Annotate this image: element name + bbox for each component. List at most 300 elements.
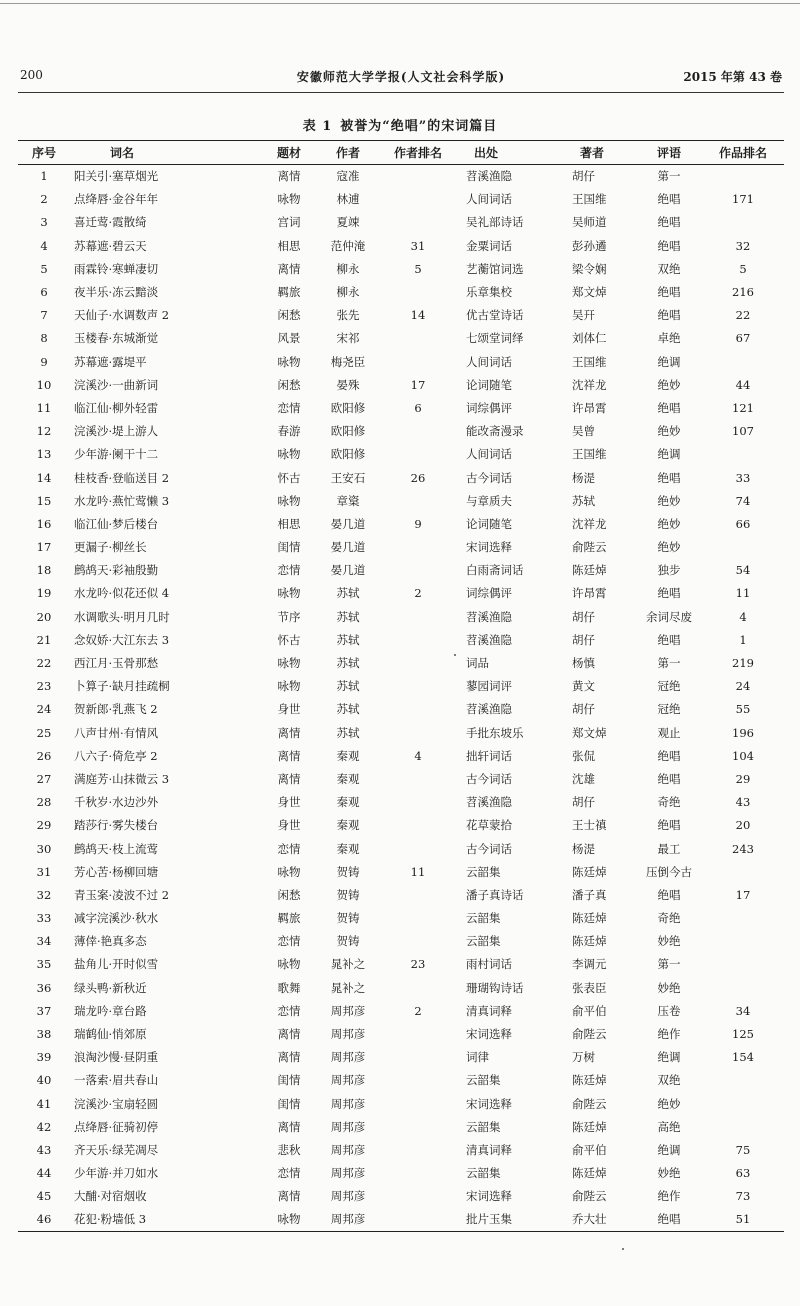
- cell-author: 周邦彦: [330, 1096, 366, 1111]
- table-row: [18, 280, 784, 303]
- cell-no: 29: [36, 818, 52, 833]
- cell-title: 鹧鸪天·彩袖殷勤: [74, 563, 159, 578]
- cell-comment: 绝唱: [657, 400, 681, 415]
- cell-comment: 绝唱: [657, 192, 681, 207]
- cell-writer: 胡仔: [572, 632, 595, 647]
- cell-work-rank: 75: [735, 1142, 751, 1157]
- cell-no: 16: [36, 516, 52, 531]
- table-row: [18, 883, 784, 906]
- cell-comment: 余词尽废: [646, 609, 692, 624]
- cell-no: 12: [36, 424, 52, 439]
- cell-author: 林逋: [336, 192, 360, 207]
- table-row: [18, 1208, 784, 1231]
- cell-comment: 绝调: [657, 1142, 681, 1157]
- table-row: [18, 350, 784, 373]
- col-header-source: 出处: [458, 141, 564, 165]
- cell-title: 瑞龙吟·章台路: [74, 1003, 147, 1018]
- cell-work-rank: [702, 907, 784, 930]
- cell-no: 19: [36, 586, 52, 601]
- cell-work-rank: 33: [735, 470, 751, 485]
- cell-title: 齐天乐·绿芜凋尽: [74, 1142, 159, 1157]
- cell-source: 人间词话: [466, 354, 512, 369]
- cell-writer: 陈廷焯: [572, 934, 607, 949]
- cell-work-rank: 22: [735, 308, 751, 323]
- cell-source: 宋词选释: [466, 1027, 512, 1042]
- cell-comment: 妙绝: [657, 1166, 681, 1181]
- cell-source: 词品: [466, 656, 489, 671]
- cell-source: 词律: [466, 1050, 489, 1065]
- cell-source: 拙轩词话: [466, 748, 512, 763]
- cell-author-rank: [378, 1138, 458, 1161]
- cell-comment: 绝唱: [657, 285, 681, 300]
- cell-work-rank: [702, 211, 784, 234]
- cell-title: 水调歌头·明月几时: [74, 609, 170, 624]
- cell-work-rank: 67: [735, 331, 751, 346]
- cell-author-rank: [378, 976, 458, 999]
- cell-author: 欧阳修: [330, 400, 366, 415]
- cell-comment: 绝唱: [657, 632, 681, 647]
- cell-work-rank: 4: [739, 609, 747, 624]
- cell-theme: 风景: [277, 331, 301, 346]
- cell-writer: 陈廷焯: [572, 1073, 607, 1088]
- cell-comment: 绝妙: [657, 377, 681, 392]
- cell-author-rank: [378, 791, 458, 814]
- cell-work-rank: 125: [732, 1027, 754, 1042]
- cell-no: 13: [36, 447, 52, 462]
- cell-title: 少年游·阑干十二: [74, 447, 159, 462]
- cell-source: 批片玉集: [458, 1208, 564, 1231]
- cell-no: 30: [36, 841, 52, 856]
- cell-no: 37: [36, 1003, 52, 1018]
- cell-work-rank: [702, 165, 784, 188]
- cell-author: 晏殊: [336, 377, 360, 392]
- cell-comment: 独步: [657, 563, 681, 578]
- cell-no: 17: [36, 540, 52, 555]
- table-row: [18, 559, 784, 582]
- cell-work-rank: 171: [732, 192, 754, 207]
- col-header-author: 作者: [318, 141, 378, 165]
- cell-work-rank: [702, 860, 784, 883]
- cell-title: 瑞鹤仙·悄郊原: [74, 1027, 147, 1042]
- cell-author-rank: [378, 605, 458, 628]
- cell-work-rank: 29: [735, 771, 751, 786]
- cell-title: 念奴娇·大江东去 3: [74, 632, 170, 647]
- cell-title: 薄倖·艳真多态: [74, 934, 147, 949]
- cell-author-rank: [378, 814, 458, 837]
- cell-work-rank: 34: [735, 1003, 751, 1018]
- table-row: [18, 907, 784, 930]
- cell-title: 少年游·并刀如水: [74, 1166, 159, 1181]
- table-row: [18, 420, 784, 443]
- cell-work-rank: 104: [732, 748, 754, 763]
- table-row: [18, 953, 784, 976]
- cell-theme: 咏物: [260, 1208, 318, 1231]
- cell-no: 10: [36, 377, 52, 392]
- cell-title: 卜算子·缺月挂疏桐: [74, 679, 170, 694]
- cell-writer: 俞陛云: [572, 1096, 607, 1111]
- cell-author-rank: [378, 211, 458, 234]
- cell-author-rank: [378, 675, 458, 698]
- cell-writer: 王国维: [572, 447, 607, 462]
- cell-author-rank: [378, 327, 458, 350]
- cell-author-rank: 2: [414, 586, 422, 601]
- cell-work-rank: [702, 1069, 784, 1092]
- cell-writer: 黄文: [572, 679, 595, 694]
- cell-comment: 奇绝: [657, 795, 681, 810]
- cell-work-rank: 121: [732, 400, 754, 415]
- cell-source: 古今词话: [466, 771, 512, 786]
- cell-writer: 俞陛云: [572, 540, 607, 555]
- cell-author: 秦观: [336, 818, 360, 833]
- cell-writer: 乔大壮: [564, 1208, 636, 1231]
- cell-title: 青玉案·凌波不过 2: [74, 887, 170, 902]
- cell-comment: 绝妙: [657, 516, 681, 531]
- cell-author: 周邦彦: [330, 1003, 366, 1018]
- cell-theme: 咏物: [277, 493, 301, 508]
- cell-no: 28: [36, 795, 52, 810]
- cell-title: 花犯·粉墙低 3: [70, 1208, 260, 1231]
- cell-title: 满庭芳·山抹微云 3: [74, 771, 170, 786]
- cell-author-rank: [378, 1115, 458, 1138]
- cell-writer: 张表臣: [572, 980, 607, 995]
- cell-author-rank: 5: [414, 261, 422, 276]
- cell-source: 吴礼部诗话: [466, 215, 524, 230]
- cell-title: 一落索·眉共春山: [74, 1073, 159, 1088]
- cell-no: 45: [36, 1189, 52, 1204]
- cell-comment: 绝调: [657, 447, 681, 462]
- cell-author-rank: [378, 165, 458, 188]
- cell-author-rank: [378, 837, 458, 860]
- running-header: [20, 68, 782, 88]
- cell-author-rank: [378, 350, 458, 373]
- cell-author-rank: 11: [410, 864, 426, 879]
- cell-comment: 绝唱: [657, 586, 681, 601]
- cell-no: 38: [36, 1027, 52, 1042]
- cell-writer: 吴师道: [572, 215, 607, 230]
- cell-no: 6: [40, 285, 48, 300]
- cell-writer: 俞陛云: [572, 1027, 607, 1042]
- cell-title: 盐角儿·开时似雪: [74, 957, 159, 972]
- cell-no: 46: [18, 1208, 70, 1231]
- cell-source: 论词随笔: [466, 377, 512, 392]
- table-row: [18, 582, 784, 605]
- cell-work-rank: 154: [732, 1050, 754, 1065]
- cell-theme: 闲愁: [277, 377, 301, 392]
- cell-work-rank: [702, 976, 784, 999]
- cell-work-rank: 44: [735, 377, 751, 392]
- cell-comment: 第一: [657, 169, 681, 184]
- cell-writer: 吴幵: [572, 308, 595, 323]
- cell-comment: 绝唱: [657, 818, 681, 833]
- cell-source: 云韶集: [466, 1166, 501, 1181]
- table-row: [18, 489, 784, 512]
- cell-no: 20: [36, 609, 52, 624]
- table-row: [18, 466, 784, 489]
- cell-title: 八六子·倚危亭 2: [74, 748, 158, 763]
- table-row: [18, 188, 784, 211]
- table-row: [18, 443, 784, 466]
- cell-comment: 绝调: [657, 1050, 681, 1065]
- cell-no: 41: [36, 1096, 52, 1111]
- ci-table: [18, 140, 784, 1232]
- cell-author-rank: 6: [414, 400, 422, 415]
- cell-theme: 歌舞: [277, 980, 301, 995]
- cell-source: 苕溪渔隐: [466, 795, 512, 810]
- cell-theme: 咏物: [277, 354, 301, 369]
- cell-comment: 绝唱: [636, 1208, 702, 1231]
- cell-theme: 闲愁: [277, 308, 301, 323]
- cell-theme: 怀古: [277, 632, 301, 647]
- cell-source: 云韶集: [466, 911, 501, 926]
- cell-writer: 陈廷焯: [572, 864, 607, 879]
- cell-no: 8: [40, 331, 48, 346]
- cell-comment: 绝妙: [657, 493, 681, 508]
- page-top-rule: [0, 3, 800, 4]
- cell-writer: 杨湜: [572, 841, 595, 856]
- cell-title: 贺新郎·乳燕飞 2: [74, 702, 158, 717]
- cell-author-rank: [378, 1162, 458, 1185]
- cell-theme: 闺情: [277, 1096, 301, 1111]
- cell-source: 能改斋漫录: [466, 424, 524, 439]
- cell-no: 21: [36, 632, 52, 647]
- cell-no: 36: [36, 980, 52, 995]
- table-row: [18, 1022, 784, 1045]
- table-row: [18, 976, 784, 999]
- cell-writer: 王国维: [572, 354, 607, 369]
- table-label: 表 1: [302, 119, 333, 134]
- cell-author: 王安石: [330, 470, 366, 485]
- cell-author: 晏几道: [330, 516, 366, 531]
- cell-work-rank: 55: [735, 702, 751, 717]
- cell-writer: 彭孙遹: [572, 238, 607, 253]
- cell-theme: 羁旅: [277, 285, 301, 300]
- cell-author: 苏轼: [336, 656, 360, 671]
- table-row: [18, 257, 784, 280]
- table-row: [18, 767, 784, 790]
- cell-theme: 恋情: [277, 1166, 301, 1181]
- cell-author: 周邦彦: [330, 1027, 366, 1042]
- cell-theme: 悲秋: [277, 1142, 301, 1157]
- cell-writer: 沈祥龙: [572, 516, 607, 531]
- cell-title: 桂枝香·登临送目 2: [74, 470, 170, 485]
- cell-author: 晁补之: [330, 957, 366, 972]
- cell-author: 周邦彦: [330, 1073, 366, 1088]
- cell-writer: 陈廷焯: [572, 563, 607, 578]
- cell-author: 晏几道: [330, 563, 366, 578]
- cell-author-rank: [378, 559, 458, 582]
- cell-title: 浣溪沙·堤上游人: [74, 424, 159, 439]
- cell-no: 2: [40, 192, 48, 207]
- cell-comment: 奇绝: [657, 911, 681, 926]
- cell-title: 点绛唇·征骑初停: [74, 1119, 159, 1134]
- cell-theme: 咏物: [277, 679, 301, 694]
- cell-author-rank: 23: [410, 957, 426, 972]
- cell-author: 周邦彦: [318, 1208, 378, 1231]
- cell-work-rank: [702, 1092, 784, 1115]
- table-body: [18, 165, 784, 1232]
- cell-author: 苏轼: [336, 679, 360, 694]
- cell-author-rank: 14: [410, 308, 426, 323]
- cell-title: 水龙吟·似花还似 4: [74, 586, 170, 601]
- cell-source: 七颂堂词绎: [466, 331, 524, 346]
- cell-writer: 沈祥龙: [572, 377, 607, 392]
- cell-no: 24: [36, 702, 52, 717]
- cell-work-rank: 43: [735, 795, 751, 810]
- cell-work-rank: 17: [735, 887, 751, 902]
- col-header-theme: 题材: [260, 141, 318, 165]
- col-header-comment: 评语: [636, 141, 702, 165]
- cell-source: 云韶集: [466, 864, 501, 879]
- cell-writer: 胡仔: [572, 702, 595, 717]
- cell-author: 苏轼: [336, 702, 360, 717]
- cell-comment: 双绝: [657, 1073, 681, 1088]
- cell-comment: 妙绝: [657, 934, 681, 949]
- cell-theme: 离情: [277, 748, 301, 763]
- cell-title: 减字浣溪沙·秋水: [74, 911, 159, 926]
- cell-writer: 张侃: [572, 748, 595, 763]
- cell-author-rank: [378, 628, 458, 651]
- cell-author-rank: [378, 536, 458, 559]
- cell-source: 优古堂诗话: [466, 308, 524, 323]
- cell-work-rank: 219: [732, 656, 754, 671]
- cell-theme: 咏物: [277, 192, 301, 207]
- cell-work-rank: [702, 536, 784, 559]
- cell-title: 喜迁莺·霞散绮: [74, 215, 147, 230]
- cell-author: 苏轼: [336, 725, 360, 740]
- cell-no: 26: [36, 748, 52, 763]
- cell-source: 论词随笔: [466, 516, 512, 531]
- cell-comment: 第一: [657, 957, 681, 972]
- table-row: [18, 536, 784, 559]
- table-row: [18, 744, 784, 767]
- cell-author: 苏轼: [336, 586, 360, 601]
- cell-writer: 郑文焯: [572, 725, 607, 740]
- cell-work-rank: [702, 443, 784, 466]
- table-row: [18, 234, 784, 257]
- cell-no: 35: [36, 957, 52, 972]
- cell-no: 15: [36, 493, 52, 508]
- cell-theme: 离情: [277, 725, 301, 740]
- cell-theme: 闺情: [277, 1073, 301, 1088]
- cell-title: 浣溪沙·宝扇轻圆: [74, 1096, 159, 1111]
- table-row: [18, 860, 784, 883]
- cell-author: 宋祁: [336, 331, 360, 346]
- cell-writer: 许昂霄: [572, 586, 607, 601]
- cell-author: 贺铸: [336, 934, 360, 949]
- cell-comment: 卓绝: [657, 331, 681, 346]
- cell-work-rank: 196: [732, 725, 754, 740]
- cell-source: 词综偶评: [466, 400, 512, 415]
- table-row: [18, 930, 784, 953]
- cell-no: 33: [36, 911, 52, 926]
- cell-comment: 绝唱: [657, 748, 681, 763]
- cell-comment: 绝唱: [657, 238, 681, 253]
- cell-theme: 春游: [277, 424, 301, 439]
- cell-author: 秦观: [336, 795, 360, 810]
- cell-no: 22: [36, 656, 52, 671]
- cell-title: 阳关引·塞草烟光: [74, 169, 159, 184]
- col-header-title: 词名: [70, 141, 260, 165]
- cell-source: 清真词释: [466, 1003, 512, 1018]
- cell-author: 苏轼: [336, 632, 360, 647]
- cell-source: 人间词话: [466, 192, 512, 207]
- cell-author-rank: [378, 443, 458, 466]
- table-row: [18, 304, 784, 327]
- table-row: [18, 837, 784, 860]
- cell-work-rank: [702, 350, 784, 373]
- cell-writer: 胡仔: [572, 609, 595, 624]
- cell-source: 宋词选释: [466, 1189, 512, 1204]
- table-row: [18, 1162, 784, 1185]
- cell-source: 古今词话: [466, 470, 512, 485]
- cell-no: 4: [40, 238, 48, 253]
- cell-no: 27: [36, 771, 52, 786]
- cell-source: 与章质夫: [466, 493, 512, 508]
- cell-no: 39: [36, 1050, 52, 1065]
- cell-author-rank: [378, 1092, 458, 1115]
- cell-source: 花草蒙拾: [466, 818, 512, 833]
- cell-title: 踏莎行·雾失楼台: [74, 818, 159, 833]
- table-row: [18, 814, 784, 837]
- cell-comment: 高绝: [657, 1119, 681, 1134]
- table-row: [18, 791, 784, 814]
- table-row: [18, 1069, 784, 1092]
- speck: [622, 1248, 624, 1250]
- cell-writer: 吴曾: [572, 424, 595, 439]
- cell-comment: 绝唱: [657, 308, 681, 323]
- cell-source: 苕溪渔隐: [466, 609, 512, 624]
- cell-work-rank: 54: [735, 563, 751, 578]
- cell-writer: 胡仔: [572, 795, 595, 810]
- cell-author-rank: [378, 188, 458, 211]
- cell-author-rank: [378, 907, 458, 930]
- cell-source: 乐章集校: [466, 285, 512, 300]
- cell-comment: 观止: [657, 725, 681, 740]
- cell-source: 清真词释: [466, 1142, 512, 1157]
- cell-title: 绿头鸭·新秋近: [74, 980, 147, 995]
- cell-writer: 刘体仁: [572, 331, 607, 346]
- cell-comment: 绝唱: [657, 887, 681, 902]
- cell-source: 词综偶评: [466, 586, 512, 601]
- cell-work-rank: 74: [735, 493, 751, 508]
- cell-no: 32: [36, 887, 52, 902]
- cell-writer: 梁令娴: [572, 261, 607, 276]
- cell-author: 夏竦: [336, 215, 360, 230]
- cell-writer: 潘子真: [572, 887, 607, 902]
- cell-author: 贺铸: [336, 887, 360, 902]
- cell-writer: 陈廷焯: [572, 1166, 607, 1181]
- cell-theme: 闲愁: [277, 887, 301, 902]
- cell-title: 苏幕遮·碧云天: [74, 238, 147, 253]
- cell-comment: 最工: [657, 841, 681, 856]
- cell-title: 更漏子·柳丝长: [74, 540, 147, 555]
- cell-comment: 第一: [657, 656, 681, 671]
- cell-work-rank: [702, 1115, 784, 1138]
- cell-work-rank: 73: [735, 1189, 751, 1204]
- cell-author-rank: [378, 698, 458, 721]
- cell-theme: 恋情: [277, 934, 301, 949]
- cell-source: 金粟词话: [466, 238, 512, 253]
- table-row: [18, 1092, 784, 1115]
- journal-title: 安徽师范大学学报(人文社会科学版): [296, 70, 506, 84]
- cell-work-rank: 216: [732, 285, 754, 300]
- cell-theme: 恋情: [277, 563, 301, 578]
- cell-comment: 绝妙: [657, 540, 681, 555]
- cell-author-rank: [378, 721, 458, 744]
- cell-author-rank: 31: [410, 238, 426, 253]
- cell-author-rank: [378, 1046, 458, 1069]
- cell-theme: 身世: [277, 795, 301, 810]
